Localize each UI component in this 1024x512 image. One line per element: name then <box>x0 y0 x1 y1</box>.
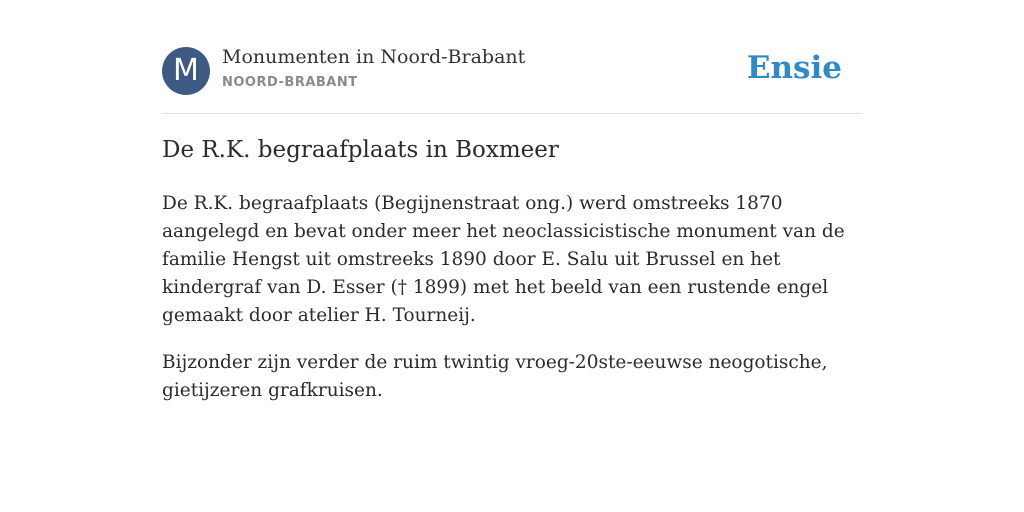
entry-card <box>162 0 862 401</box>
ensie-logo[interactable]: Ensie <box>746 50 842 86</box>
article-paragraph: De R.K. begraafplaats (Begijnenstraat ong.) werd omstreeks 1870 aangelegd en bevat onder meer het neoclassicistische monument van de familie Hengst uit omstreeks 1890 door E. Salu uit Brussel en het kindergraf van D. Esser († 1899) met het beeld van een rustende engel gemaakt door atelier H. Tourneij. <box>162 193 845 326</box>
source-avatar[interactable]: M <box>162 47 210 95</box>
article-paragraph: Bijzonder zijn verder de ruim twintig vroeg-20ste-eeuwse neogotische, gietijzeren grafkruisen. <box>162 352 828 401</box>
source-title-link[interactable]: Monumenten in Noord-Brabant <box>222 46 526 68</box>
source-subtitle[interactable]: NOORD-BRABANT <box>222 75 358 90</box>
article-body <box>162 190 862 424</box>
article-title: De R.K. begraafplaats in Boxmeer <box>162 137 559 163</box>
card-header <box>162 0 862 114</box>
